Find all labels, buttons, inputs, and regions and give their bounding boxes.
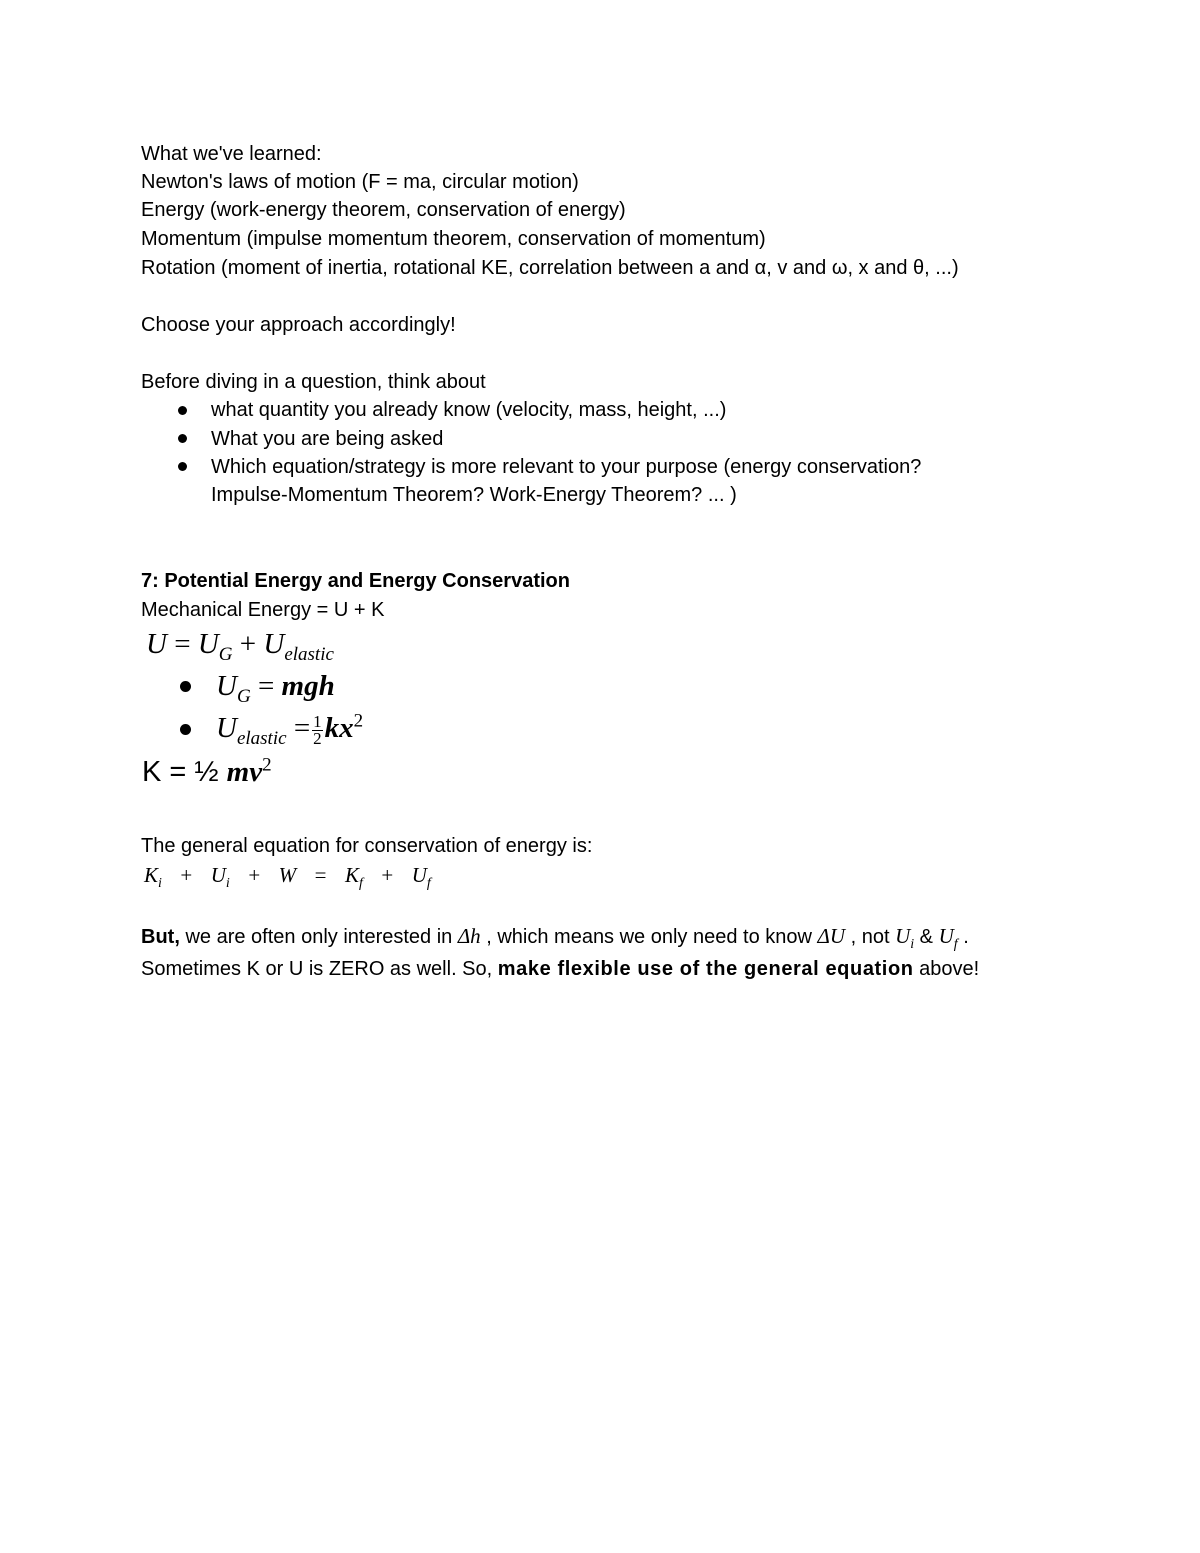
bullet-known-quantity: what quantity you already know (velocity, mass, height, ...) xyxy=(211,399,727,421)
equation-gravitational-potential: $U_G$ = mgh xyxy=(216,670,335,707)
before-diving: Before diving in a question, think about xyxy=(141,371,486,393)
bullet-icon xyxy=(178,434,187,443)
bullet-strategy: Which equation/strategy is more relevant to your purpose (energy conservation? xyxy=(211,456,922,478)
topic-energy: Energy (work-energy theorem, conservation of energy) xyxy=(141,199,626,221)
topic-rotation: Rotation (moment of inertia, rotational KE, correlation between a and α, v and ω, x and θ, ...) xyxy=(141,257,959,279)
learned-heading: What we've learned: xyxy=(141,143,322,165)
choose-approach: Choose your approach accordingly! xyxy=(141,314,456,336)
mechanical-energy: Mechanical Energy = U + K xyxy=(141,599,385,621)
bullet-strategy-continuation: Impulse-Momentum Theorem? Work-Energy Theorem? ... ) xyxy=(211,484,737,506)
fraction-one-half: $\frac{1}{2}$ xyxy=(313,711,322,748)
general-equation-intro: The general equation for conservation of energy is: xyxy=(141,835,593,857)
equation-energy-conservation: $K_i + U_i + W = K_f + U_f$ xyxy=(144,863,431,892)
but-paragraph-line: But, we are often only interested in Δh , which means we only need to know ΔU , not $U_i$ & $U_f$ . xyxy=(141,924,969,952)
equation-total-potential: $U = U_G + U_{elastic}$ xyxy=(146,628,334,665)
bullet-icon xyxy=(180,724,191,735)
equation-kinetic-energy: K = ½ $mv^2$ xyxy=(142,754,272,788)
bullet-icon xyxy=(178,406,187,415)
bullet-asked: What you are being asked xyxy=(211,428,444,450)
topic-newton: Newton's laws of motion (F = ma, circular motion) xyxy=(141,171,579,193)
bullet-icon xyxy=(180,681,191,692)
equation-elastic-potential: $U_{elastic}$ = $\frac{1}{2}$ $kx^2$ xyxy=(216,710,364,749)
sometimes-paragraph-line: Sometimes K or U is ZERO as well. So, make flexible use of the general equation above! xyxy=(141,958,980,980)
bullet-icon xyxy=(178,462,187,471)
topic-momentum: Momentum (impulse momentum theorem, conservation of momentum) xyxy=(141,228,766,250)
section-title: 7: Potential Energy and Energy Conservation xyxy=(141,570,570,592)
